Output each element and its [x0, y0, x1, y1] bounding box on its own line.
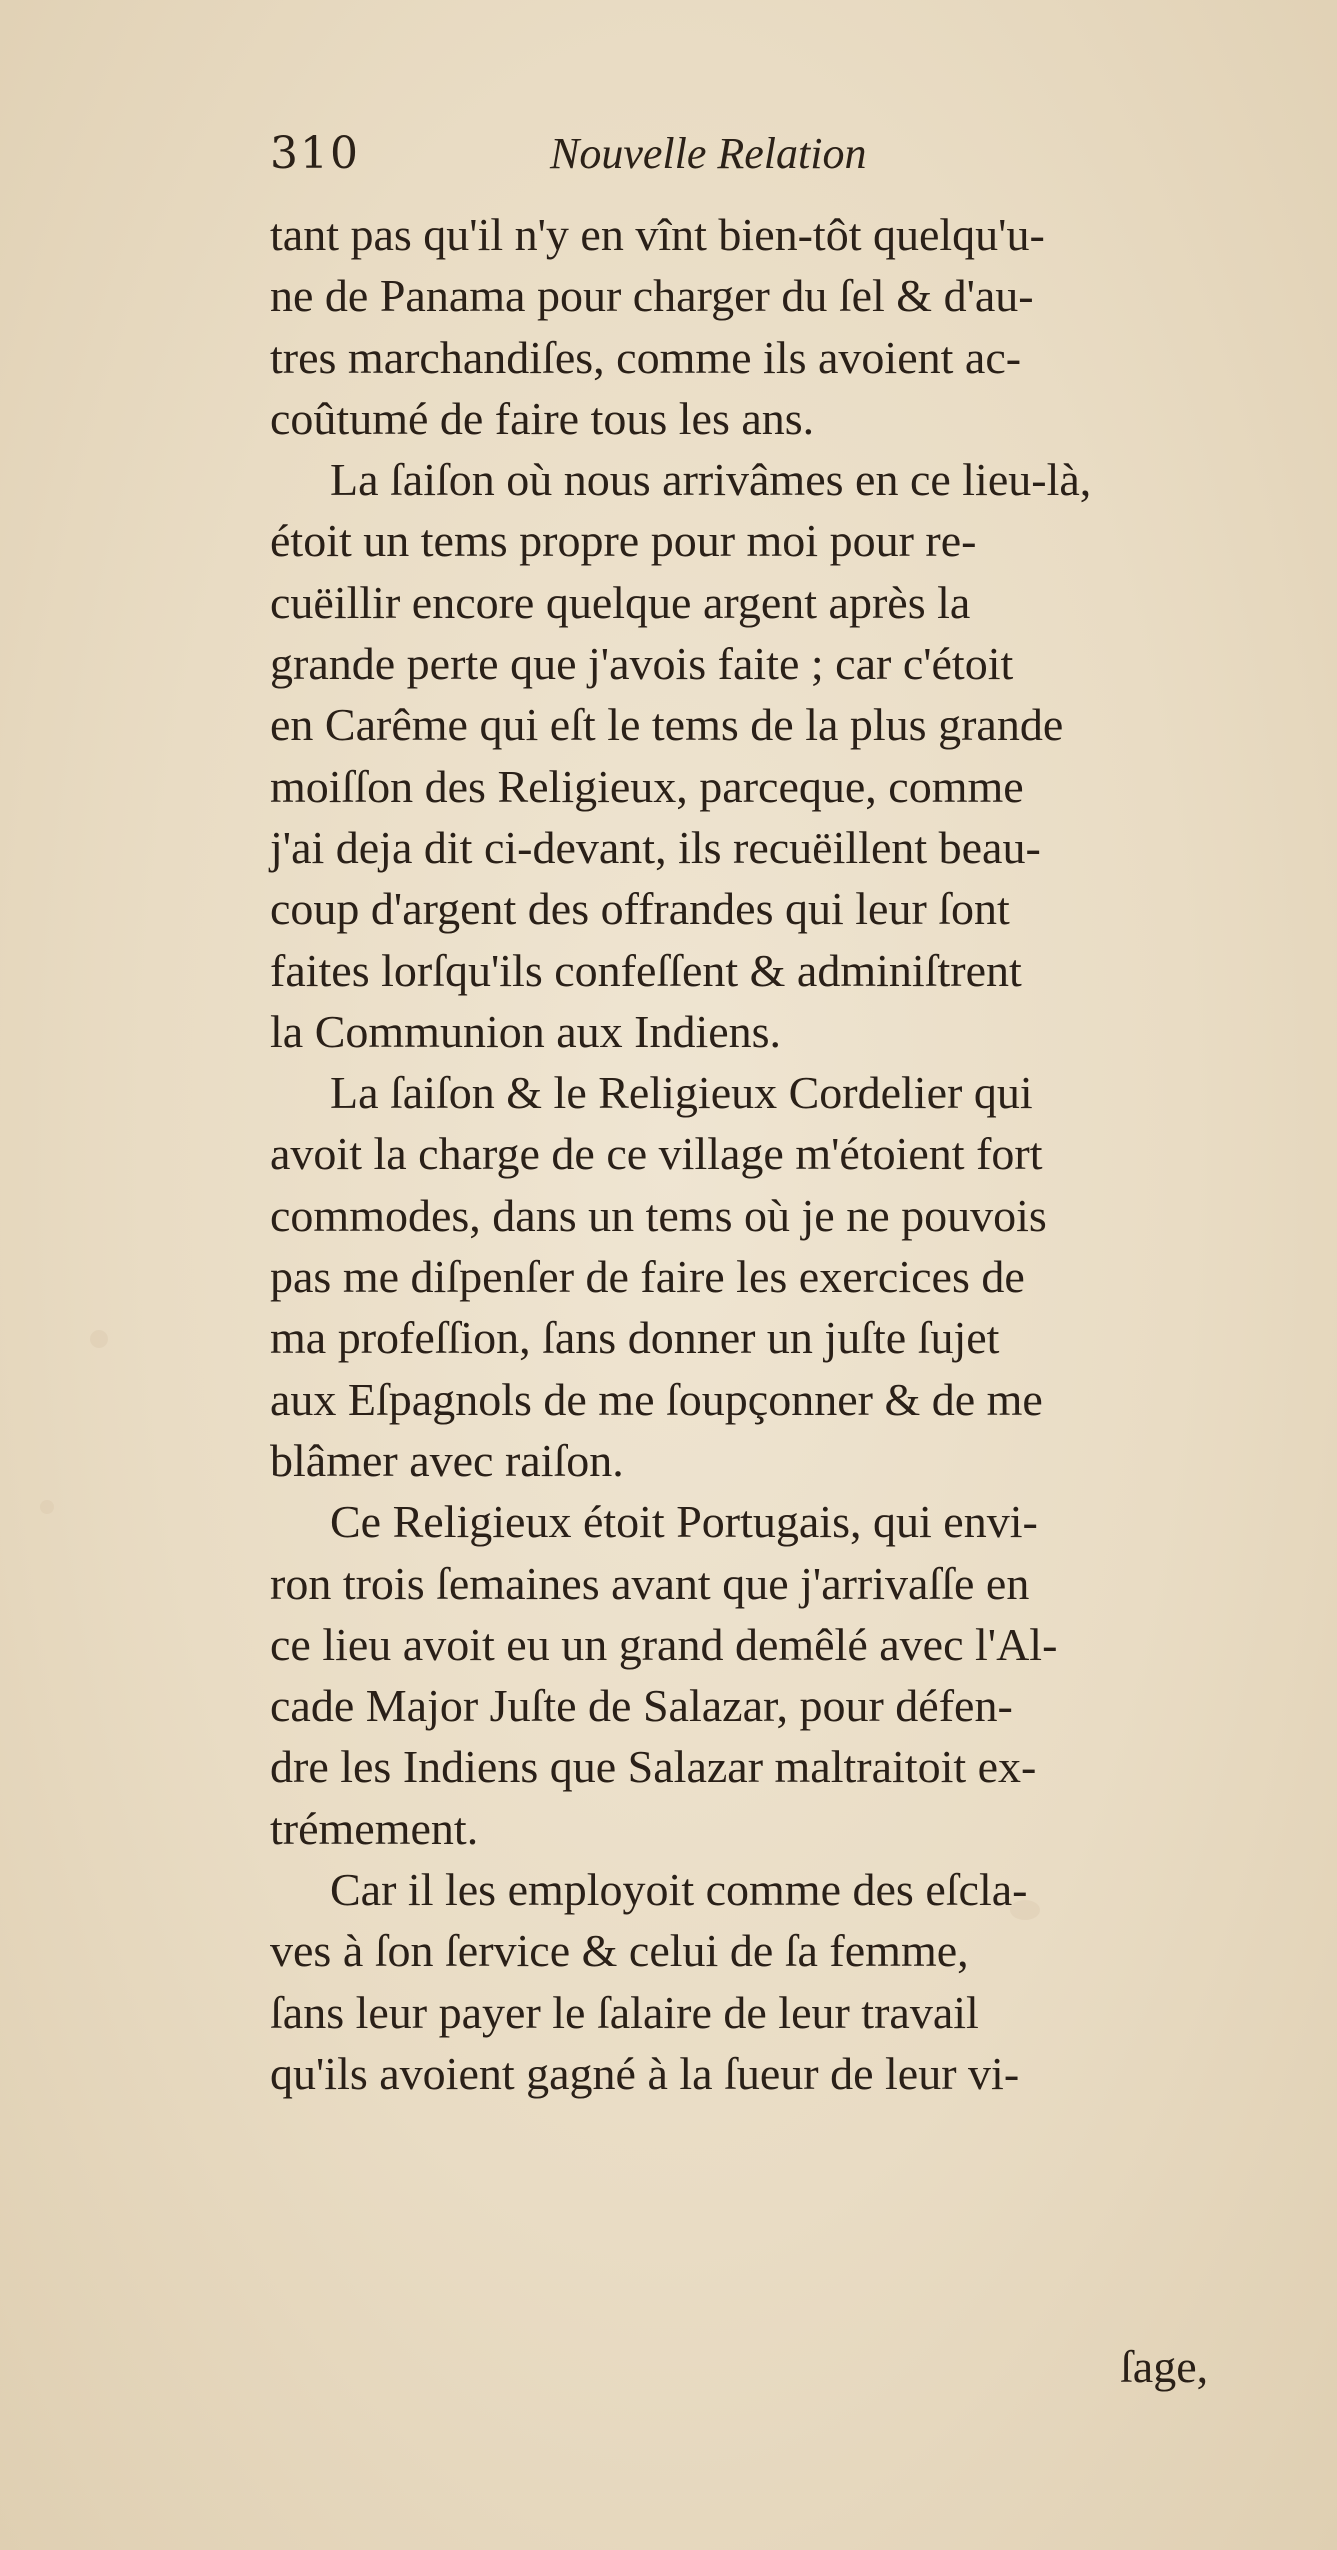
- text-line: ce lieu avoit eu un grand demêlé avec l'Al-: [270, 1618, 1058, 1670]
- text-line: tres marchandiſes, comme ils avoient ac-: [270, 331, 1022, 383]
- text-line: blâmer avec raiſon.: [270, 1434, 624, 1486]
- text-line: grande perte que j'avois faite ; car c'étoit: [270, 638, 1014, 690]
- text-line: ne de Panama pour charger du ſel & d'au-: [270, 270, 1034, 322]
- text-line: pas me diſpenſer de faire les exercices de: [270, 1251, 1025, 1303]
- text-line: moiſſon des Religieux, parceque, comme: [270, 760, 1024, 812]
- text-line: avoit la charge de ce village m'étoient fort: [270, 1128, 1043, 1180]
- text-line: cuëillir encore quelque argent après la: [270, 576, 971, 628]
- text-line: qu'ils avoient gagné à la ſueur de leur vi-: [270, 2047, 1020, 2099]
- text-line: aux Eſpagnols de me ſoupçonner & de me: [270, 1373, 1043, 1425]
- text-line: tant pas qu'il n'y en vînt bien-tôt quelqu'u-: [270, 209, 1045, 260]
- text-line: cade Major Juſte de Salazar, pour défen-: [270, 1680, 1013, 1732]
- text-line: ves à ſon ſervice & celui de ſa femme,: [270, 1925, 969, 1977]
- text-line: ron trois ſemaines avant que j'arrivaſſe en: [270, 1557, 1030, 1609]
- text-line: faites lorſqu'ils confeſſent & adminiſtrent: [270, 944, 1022, 996]
- running-head: Nouvelle Relation: [550, 129, 867, 178]
- text-line: La ſaiſon où nous arrivâmes en ce lieu-là,: [330, 454, 1092, 506]
- text-line: en Carême qui eſt le tems de la plus grande: [270, 699, 1064, 751]
- paper-stain: [90, 1330, 108, 1348]
- catchword: ſage,: [1120, 2341, 1209, 2392]
- text-line: ſans leur payer le ſalaire de leur travail: [270, 1986, 979, 2038]
- text-line: Ce Religieux étoit Portugais, qui envi-: [330, 1496, 1038, 1548]
- text-line: coup d'argent des offrandes qui leur ſont: [270, 883, 1010, 935]
- text-line: coûtumé de faire tous les ans.: [270, 392, 815, 444]
- text-line: Car il les employoit comme des eſcla-: [330, 1864, 1028, 1916]
- body-text: [270, 204, 1270, 2104]
- text-line: La ſaiſon & le Religieux Cordelier qui: [330, 1067, 1033, 1119]
- text-line: trémement.: [270, 1802, 479, 1854]
- paper-stain: [40, 1500, 54, 1514]
- text-line: j'ai deja dit ci-devant, ils recuëillent beau-: [270, 821, 1041, 873]
- page-header: [270, 128, 1070, 188]
- text-line: la Communion aux Indiens.: [270, 1005, 782, 1057]
- text-line: ma profeſſion, ſans donner un juſte ſujet: [270, 1312, 1000, 1364]
- text-line: dre les Indiens que Salazar maltraitoit ex-: [270, 1741, 1037, 1793]
- page-number: 310: [270, 128, 360, 179]
- text-line: commodes, dans un tems où je ne pouvois: [270, 1189, 1047, 1241]
- text-line: étoit un tems propre pour moi pour re-: [270, 515, 977, 567]
